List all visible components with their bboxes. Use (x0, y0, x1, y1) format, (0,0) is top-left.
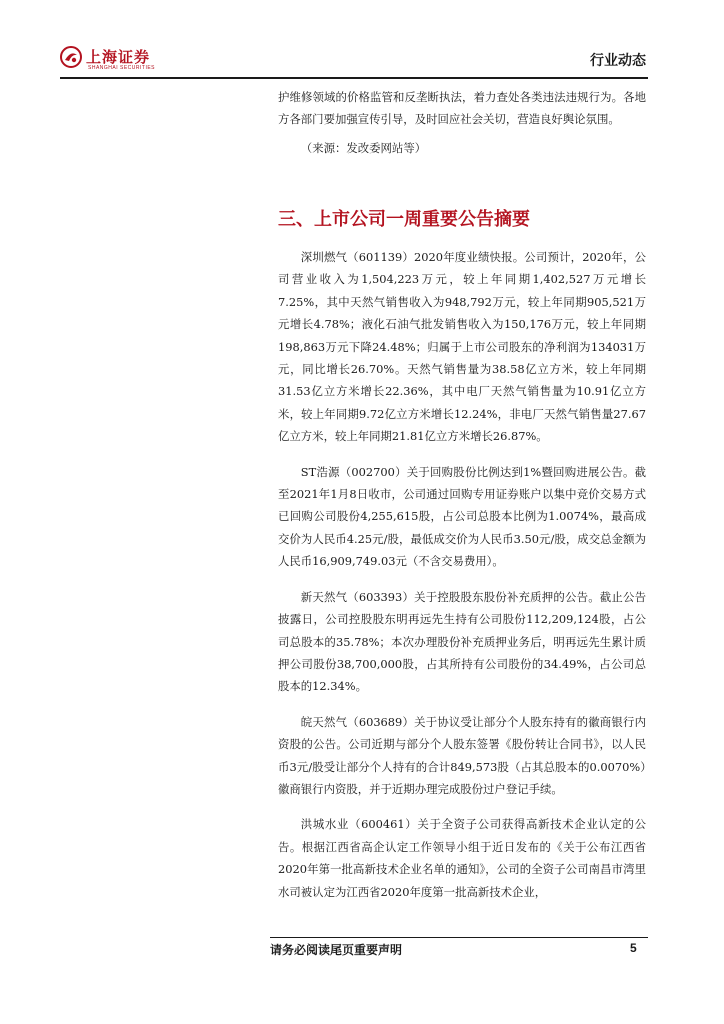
logo-subtext: SHANGHAI SECURITIES (88, 65, 156, 71)
logo-mark-icon (60, 46, 82, 68)
announcement-item: 新天然气（603393）关于控股股东股份补充质押的公告。截止公告披露日，公司控股股东明再远先生持有公司股份112,209,124股，占公司总股本的35.78%；本次办理股份补充质押业务后，明再远先生累计质押公司股份38,700,000股，占其所持有公司股份的34.49%，占公司总股本的12.34%。 (278, 589, 646, 694)
page-number: 5 (630, 941, 637, 955)
intro-paragraph: 护维修领域的价格监管和反垄断执法，着力查处各类违法违规行为。各地方各部门要加强宣传引导，及时回应社会关切，营造良好舆论氛围。 (278, 90, 646, 127)
announcement-item: 洪城水业（600461）关于全资子公司获得高新技术企业认定的公告。根据江西省高企认定工作领导小组于近日发布的《关于公布江西省2020年第一批高新技术企业名单的通知》，公司的全资子公司南昌市湾里水司被认定为江西省2020年度第一批高新技术企业， (278, 817, 646, 899)
footer-disclaimer: 请务必阅读尾页重要声明 (270, 943, 403, 957)
intro-block (278, 86, 646, 159)
logo-text: 上海证券 (86, 48, 151, 66)
announcement-item: ST浩源（002700）关于回购股份比例达到1%暨回购进展公告。截至2021年1月8日收市，公司通过回购专用证券账户以集中竞价交易方式已回购公司股份4,255,615股，占公司总股本比例为1.0074%，最高成交价为人民币4.25元/股，最低成交价为人民币3.50元/股，成交总金额为人民币16,909,749.03元（不含交易费用）。 (278, 464, 646, 569)
section-heading: 三、上市公司一周重要公告摘要 (278, 209, 530, 230)
announcement-item: 深圳燃气（601139）2020年度业绩快报。公司预计，2020年，公司营业收入为1,504,223万元，较上年同期1,402,527万元增长7.25%，其中天然气销售收入为948,792万元，较上年同期905,521万元增长4.78%；液化石油气批发销售收入为150,176万元，较上年同期198,863万元下降24.48%；归属于上市公司股东的净利润为134031万元，同比增长26.70%。天然气销售量为38.58亿立方米，较上年同期31.53亿立方米增长22.36%，其中电厂天然气销售量为10.91亿立方米，较上年同期9.72亿立方米增长12.24%，非电厂天然气销售量27.67亿立方米，较上年同期21.81亿立方米增长26.87%。 (278, 250, 646, 444)
announcement-item: 皖天然气（603689）关于协议受让部分个人股东持有的徽商银行内资股的公告。公司近期与部分个人股东签署《股份转让合同书》，以人民币3元/股受让部分个人持有的合计849,573股（占其总股本的0.0070%）徽商银行内资股，并于近期办理完成股份过户登记手续。 (278, 714, 646, 796)
footer-divider (270, 937, 648, 938)
source-note: （来源：发改委网站等） (300, 140, 427, 155)
announcement-list (278, 246, 646, 916)
header-divider (60, 77, 648, 79)
page-header (60, 46, 648, 78)
report-type-label: 行业动态 (590, 53, 646, 69)
